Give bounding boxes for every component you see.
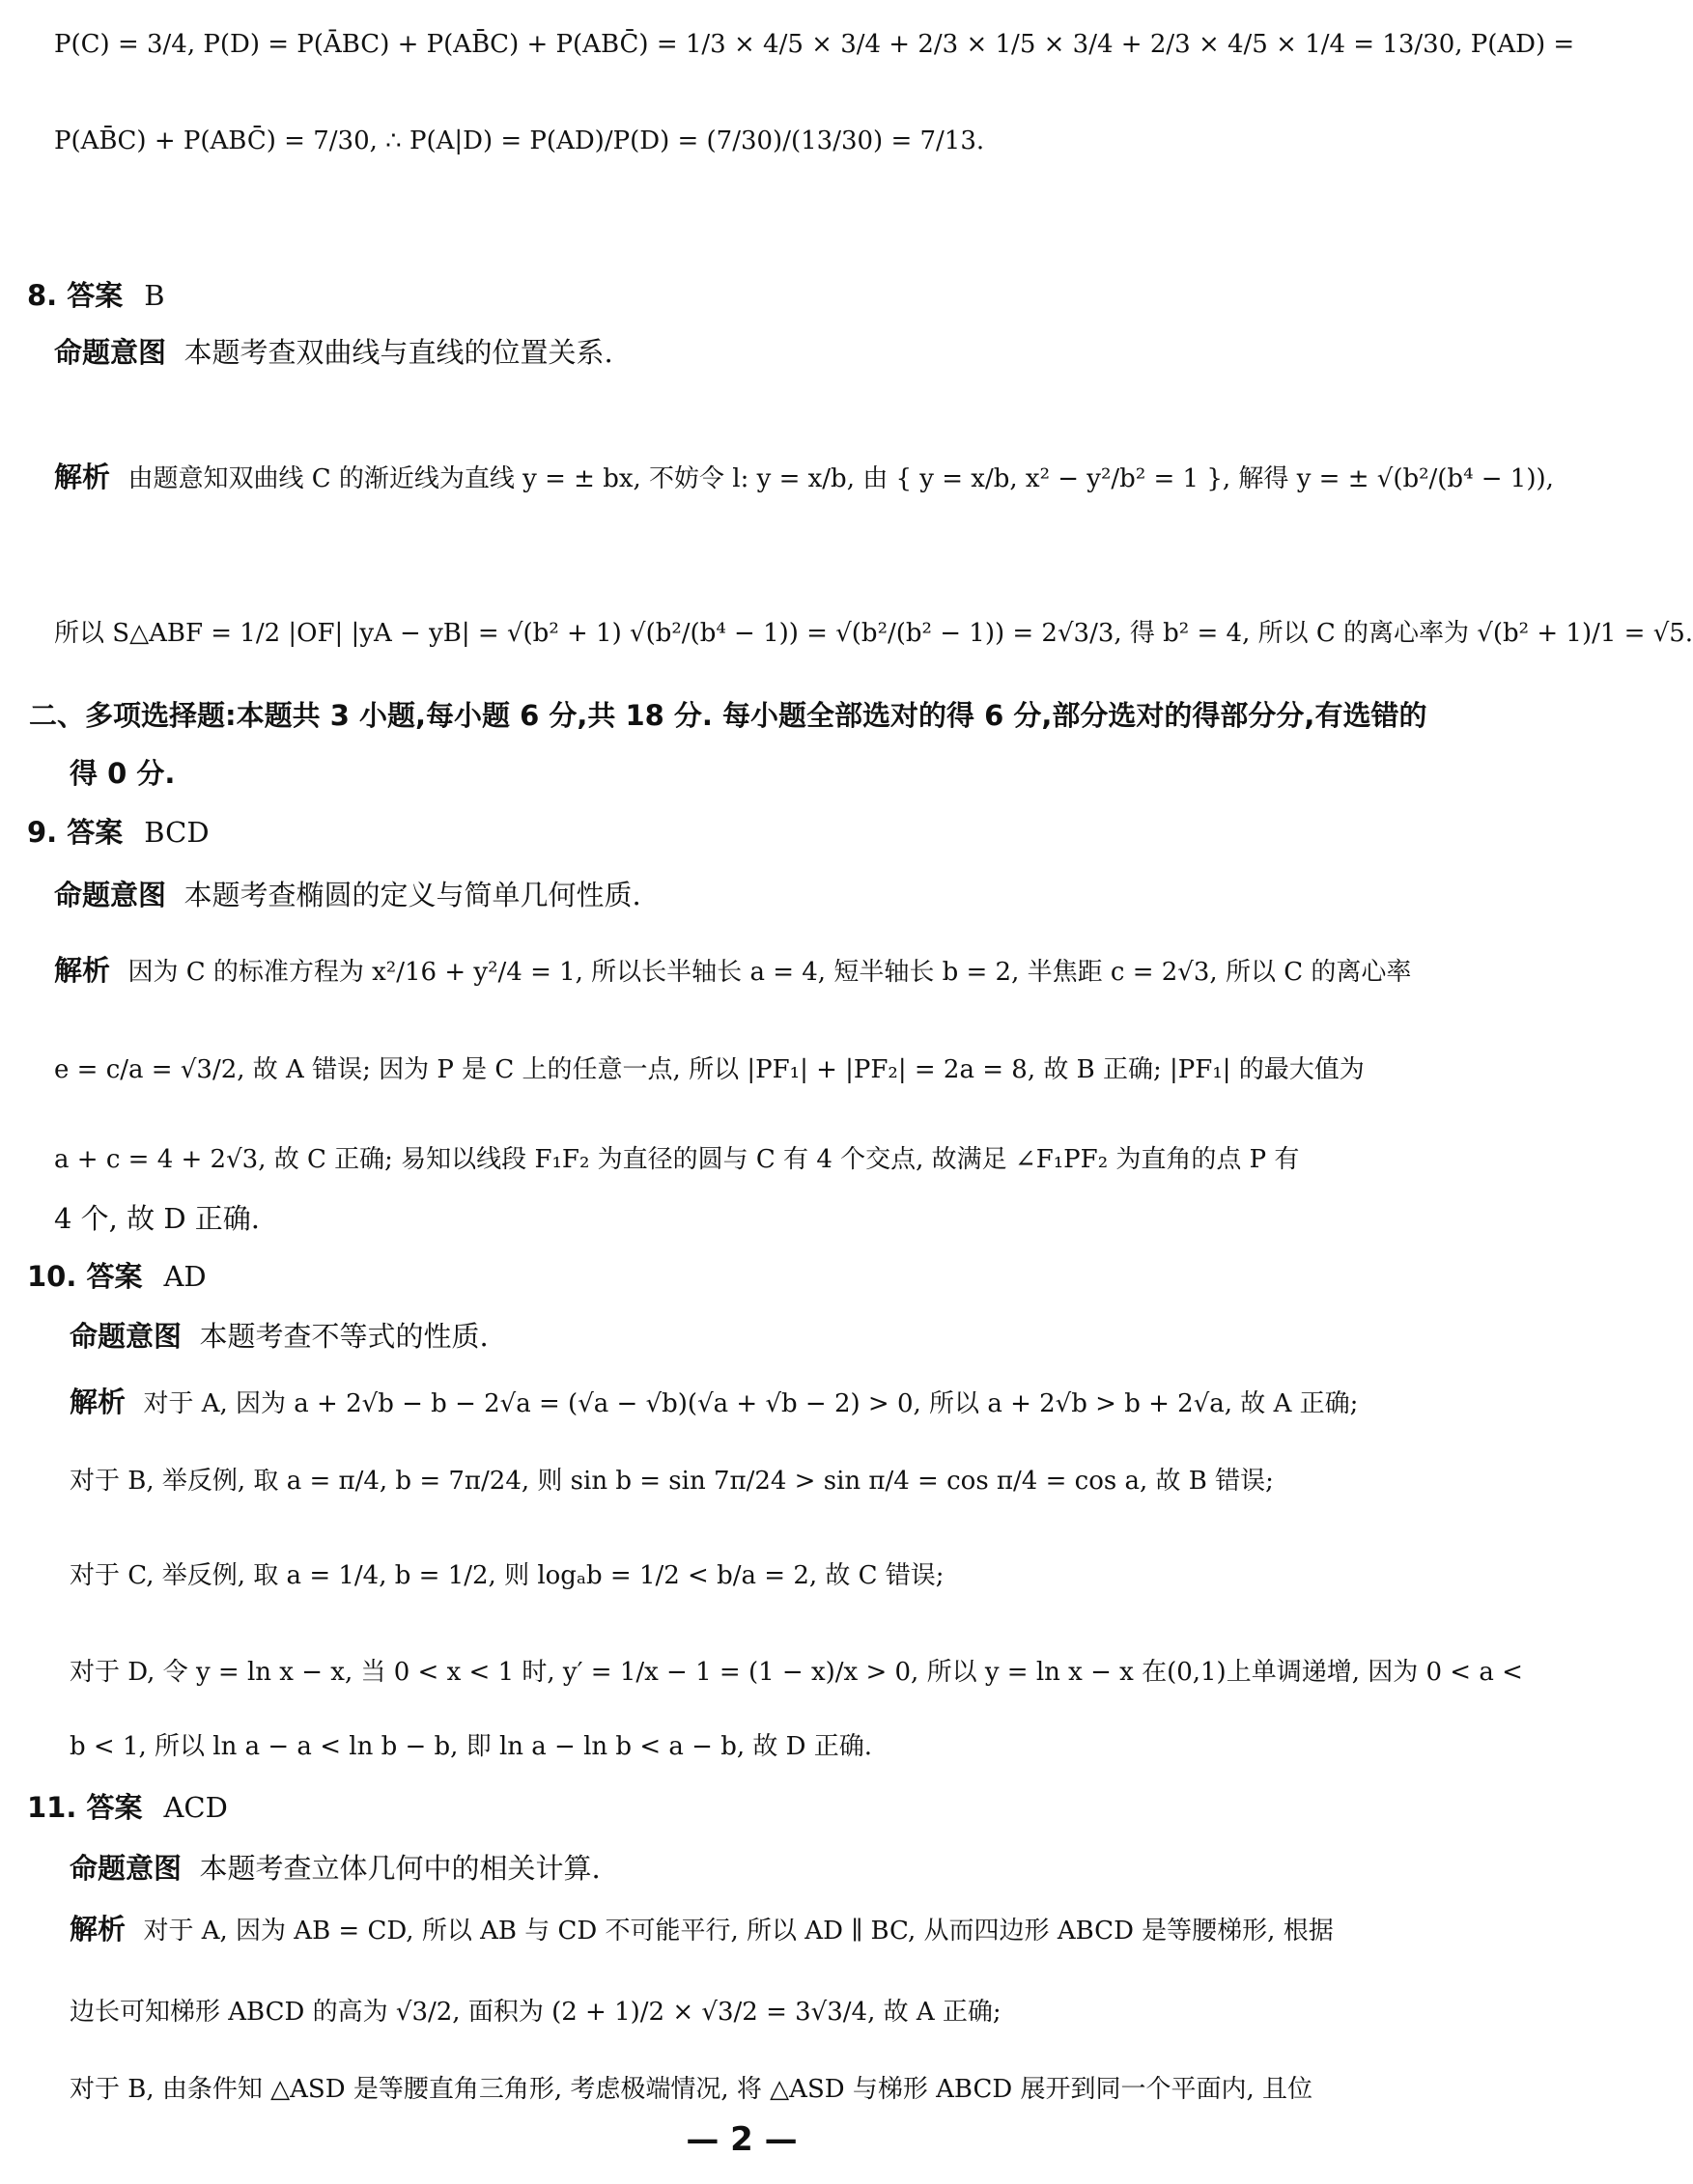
q8-intent: 本题考查双曲线与直线的位置关系. <box>183 336 613 369</box>
q9-analysis-row-2 <box>54 1047 1445 1091</box>
q10-analysis-2: 对于 B, 举反例, 取 a = π/4, b = 7π/24, 则 sin b = sin 7π/24 > sin π/4 = cos π/4 = cos a, 故 B 错误; <box>70 1467 1274 1496</box>
q10-analysis-4: 对于 D, 令 y = ln x − x, 当 0 < x < 1 时, y′ = 1/x − 1 = (1 − x)/x > 0, 所以 y = ln x − x 在(0,1)上单调递增, 因为 0 < a < <box>70 1658 1523 1687</box>
q11-intent: 本题考查立体几何中的相关计算. <box>199 1852 601 1885</box>
q11-answer-row <box>27 1786 1445 1829</box>
q9-answer-row <box>27 811 1445 854</box>
q9-analysis-row-3 <box>54 1136 1445 1181</box>
q10-analysis-row-4 <box>70 1649 1523 1694</box>
section-2-title-cont: 得 0 分. <box>70 757 176 790</box>
q9-analysis-row-4 <box>54 1197 1445 1240</box>
q10-analysis-3: 对于 C, 举反例, 取 a = 1/4, b = 1/2, 则 logₐb = 1/2 < b/a = 2, 故 C 错误; <box>70 1561 945 1590</box>
q9-analysis-label: 解析 <box>54 954 111 987</box>
q11-intent-row <box>70 1847 1445 1890</box>
q10-analysis-label: 解析 <box>70 1386 127 1418</box>
formula-line-1: P(C) = 3/4, P(D) = P(ĀBC) + P(AB̄C) + P(ABC̄) = 1/3 × 4/5 × 3/4 + 2/3 × 1/5 × 3/4 + 2/3 × 4/5 × 1/4 = 13/30, P(AD) = <box>54 30 1575 59</box>
q11-analysis-2: 边长可知梯形 ABCD 的高为 √3/2, 面积为 (2 + 1)/2 × √3/2 = 3√3/4, 故 A 正确; <box>70 1998 1002 2027</box>
q8-analysis-label: 解析 <box>54 461 111 493</box>
q11-answer: ACD <box>163 1791 228 1824</box>
q10-analysis-1: 对于 A, 因为 a + 2√b − b − 2√a = (√a − √b)(√a + √b − 2) > 0, 所以 a + 2√b > b + 2√a, 故 A 正确; <box>143 1389 1359 1418</box>
q10-label: 10. 答案 <box>27 1260 143 1293</box>
q9-intent-label: 命题意图 <box>54 879 167 911</box>
q8-analysis-row-1 <box>54 456 1554 500</box>
q11-label: 11. 答案 <box>27 1791 143 1824</box>
formula-line-2: P(AB̄C) + P(ABC̄) = 7/30, ∴ P(A|D) = P(AD)/P(D) = (7/30)/(13/30) = 7/13. <box>54 126 985 155</box>
q10-analysis-row-1 <box>70 1381 1445 1425</box>
q8-label: 8. 答案 <box>27 279 124 312</box>
q8-analysis-1: 由题意知双曲线 C 的渐近线为直线 y = ± bx, 不妨令 l: y = x/b, 由 { y = x/b, x² − y²/b² = 1 }, 解得 y = ± √(b²/(b⁴ − 1)), <box>127 464 1554 493</box>
q9-intent-row <box>54 874 1445 916</box>
q9-analysis-1: 因为 C 的标准方程为 x²/16 + y²/4 = 1, 所以长半轴长 a = 4, 短半轴长 b = 2, 半焦距 c = 2√3, 所以 C 的离心率 <box>127 958 1412 987</box>
section-2-title: 二、多项选择题:本题共 3 小题,每小题 6 分,共 18 分. 每小题全部选对的得 6 分,部分选对的得部分分,有选错的 <box>29 699 1427 732</box>
q11-intent-label: 命题意图 <box>70 1852 183 1885</box>
q10-answer: AD <box>163 1260 207 1293</box>
page-number: — 2 — <box>686 2120 798 2159</box>
q10-analysis-row-2 <box>70 1458 1445 1502</box>
q9-analysis-2: e = c/a = √3/2, 故 A 错误; 因为 P 是 C 上的任意一点, 所以 |PF₁| + |PF₂| = 2a = 8, 故 B 正确; |PF₁| 的最大值为 <box>54 1055 1365 1084</box>
q10-analysis-5: b < 1, 所以 ln a − a < ln b − b, 即 ln a − ln b < a − b, 故 D 正确. <box>70 1732 873 1761</box>
q9-label: 9. 答案 <box>27 816 124 849</box>
q11-analysis-row-2 <box>70 1989 1445 2033</box>
q9-answer: BCD <box>144 816 210 849</box>
q9-analysis-3: a + c = 4 + 2√3, 故 C 正确; 易知以线段 F₁F₂ 为直径的圆与 C 有 4 个交点, 故满足 ∠F₁PF₂ 为直角的点 P 有 <box>54 1145 1300 1174</box>
q11-analysis-3: 对于 B, 由条件知 △ASD 是等腰直角三角形, 考虑极端情况, 将 △ASD 与梯形 ABCD 展开到同一个平面内, 且位 <box>70 2075 1313 2104</box>
q9-intent: 本题考查椭圆的定义与简单几何性质. <box>183 879 641 911</box>
q8-answer-row <box>27 274 1445 317</box>
q8-intent-label: 命题意图 <box>54 336 167 369</box>
q10-intent: 本题考查不等式的性质. <box>199 1320 489 1353</box>
q8-analysis-row-2 <box>54 610 1693 655</box>
q11-analysis-row-1 <box>70 1908 1445 1952</box>
q10-intent-label: 命题意图 <box>70 1320 183 1353</box>
q8-intent-row <box>54 331 1445 374</box>
q8-answer: B <box>144 279 165 312</box>
q10-analysis-row-3 <box>70 1553 1445 1597</box>
q10-answer-row <box>27 1255 1445 1298</box>
q10-analysis-row-5 <box>70 1723 1445 1768</box>
q10-intent-row <box>70 1315 1445 1358</box>
q9-analysis-4: 4 个, 故 D 正确. <box>54 1202 261 1235</box>
q11-analysis-row-3 <box>70 2066 1445 2111</box>
q9-analysis-row-1 <box>54 949 1445 994</box>
q11-analysis-1: 对于 A, 因为 AB = CD, 所以 AB 与 CD 不可能平行, 所以 AD ∥ BC, 从而四边形 ABCD 是等腰梯形, 根据 <box>143 1917 1334 1946</box>
q8-analysis-2: 所以 S△ABF = 1/2 |OF| |yA − yB| = √(b² + 1) √(b²/(b⁴ − 1)) = √(b²/(b² − 1)) = 2√3/3, 得 b² = 4, 所以 C 的离心率为 √(b² + 1)/1 = √5. <box>54 619 1693 648</box>
q11-analysis-label: 解析 <box>70 1913 127 1946</box>
